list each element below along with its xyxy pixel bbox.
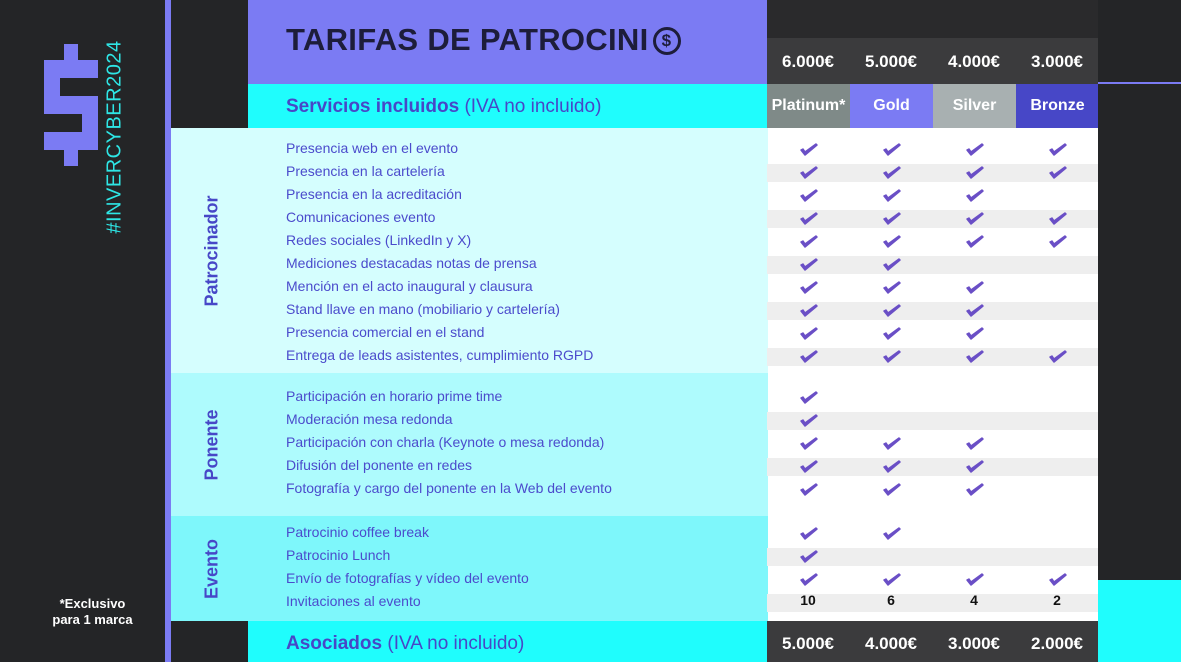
feature-label: Presencia en la acreditación	[286, 186, 462, 202]
feature-label: Presencia web en el evento	[286, 140, 458, 156]
tier-price: 5.000€	[865, 52, 917, 71]
check-icon	[799, 327, 819, 341]
invitation-count: 2	[1053, 592, 1061, 608]
check-icon	[882, 189, 902, 203]
check-icon	[1048, 212, 1068, 226]
check-icon	[965, 189, 985, 203]
check-icon	[882, 235, 902, 249]
check-icon	[799, 304, 819, 318]
feature-label: Fotografía y cargo del ponente en la Web del evento	[286, 480, 612, 496]
invitation-count: 6	[887, 592, 895, 608]
feature-label: Envío de fotografías y vídeo del evento	[286, 570, 529, 586]
check-icon	[1048, 166, 1068, 180]
check-icon	[1048, 573, 1068, 587]
section-evento	[171, 516, 768, 621]
check-icon	[882, 281, 902, 295]
check-icon	[882, 166, 902, 180]
right-panel-top	[1098, 0, 1181, 82]
tier-name: Silver	[933, 84, 1016, 128]
feature-label: Entrega de leads asistentes, cumplimiento RGPD	[286, 347, 594, 363]
section-label-evento: Evento	[201, 538, 222, 599]
check-icon	[1048, 350, 1068, 364]
price-header-top	[767, 0, 1098, 38]
feature-label: Patrocinio Lunch	[286, 547, 391, 563]
check-icon	[882, 350, 902, 364]
feature-label: Presencia comercial en el stand	[286, 324, 485, 340]
feature-label: Stand llave en mano (mobiliario y cartelería)	[286, 301, 560, 317]
check-icon	[799, 437, 819, 451]
check-icon	[965, 166, 985, 180]
exclusive-note	[20, 596, 165, 628]
section-label-patrocinador: Patrocinador	[201, 194, 222, 307]
section-label-ponente: Ponente	[201, 408, 222, 481]
feature-label: Participación en horario prime time	[286, 388, 503, 404]
check-icon	[882, 460, 902, 474]
check-icon	[882, 258, 902, 272]
tier-name: Platinum*	[767, 84, 850, 128]
check-icon	[882, 143, 902, 157]
check-icon	[965, 235, 985, 249]
check-icon	[882, 483, 902, 497]
check-icon	[965, 460, 985, 474]
check-icon	[882, 573, 902, 587]
feature-label: Moderación mesa redonda	[286, 411, 453, 427]
check-icon	[799, 483, 819, 497]
check-icon	[965, 437, 985, 451]
header-dark-block	[171, 0, 248, 128]
check-icon	[882, 304, 902, 318]
footer-dark-block	[171, 621, 248, 662]
check-icon	[965, 281, 985, 295]
check-icon	[965, 327, 985, 341]
feature-label: Comunicaciones evento	[286, 209, 436, 225]
check-icon	[965, 304, 985, 318]
page-title	[286, 22, 681, 58]
check-icon	[799, 460, 819, 474]
associate-price: 3.000€	[948, 634, 1000, 653]
associates-header	[286, 633, 524, 655]
associate-price: 4.000€	[865, 634, 917, 653]
feature-label: Difusión del ponente en redes	[286, 457, 473, 473]
invitation-count: 4	[970, 592, 978, 608]
check-icon	[799, 258, 819, 272]
right-panel-bottom	[1098, 580, 1181, 662]
feature-label: Mediciones destacadas notas de prensa	[286, 255, 537, 271]
associate-price: 2.000€	[1031, 634, 1083, 653]
associate-price: 5.000€	[782, 634, 834, 653]
check-icon	[799, 212, 819, 226]
check-icon	[965, 212, 985, 226]
check-icon	[882, 212, 902, 226]
check-icon	[799, 235, 819, 249]
check-icon	[965, 350, 985, 364]
check-icon	[799, 281, 819, 295]
check-icon	[965, 483, 985, 497]
tier-name: Gold	[850, 84, 933, 128]
check-icon	[882, 327, 902, 341]
dollar-icon	[38, 44, 104, 166]
dollar-coin-icon: $	[653, 27, 681, 55]
feature-label: Invitaciones al evento	[286, 593, 421, 609]
exclusive-note-line2: para 1 marca	[52, 612, 133, 627]
associates-header-bold: Asociados	[286, 633, 383, 654]
feature-label: Patrocinio coffee break	[286, 524, 429, 540]
check-icon	[799, 189, 819, 203]
tier-price: 3.000€	[1031, 52, 1083, 71]
check-icon	[799, 414, 819, 428]
exclusive-note-line1: *Exclusivo	[59, 596, 126, 611]
feature-label: Redes sociales (LinkedIn y X)	[286, 232, 472, 248]
check-icon	[882, 527, 902, 541]
tier-price: 4.000€	[948, 52, 1000, 71]
check-icon	[799, 573, 819, 587]
check-icon	[799, 350, 819, 364]
feature-label: Participación con charla (Keynote o mesa redonda)	[286, 434, 605, 450]
invitation-count: 10	[800, 592, 816, 608]
check-icon	[799, 166, 819, 180]
check-icon	[1048, 235, 1068, 249]
check-icon	[965, 573, 985, 587]
services-header	[286, 96, 601, 118]
feature-label: Mención en el acto inaugural y clausura	[286, 278, 533, 294]
check-icon	[799, 550, 819, 564]
right-panel	[1098, 84, 1181, 580]
check-icon	[799, 391, 819, 405]
check-icon	[882, 437, 902, 451]
associates-header-note: (IVA no incluido)	[382, 633, 525, 654]
page-title-text: TARIFAS DE PATROCINI	[286, 22, 649, 57]
tier-price: 6.000€	[782, 52, 834, 71]
event-hashtag: #INVERCYBER2024	[103, 40, 126, 234]
check-icon	[799, 527, 819, 541]
check-icon	[799, 143, 819, 157]
feature-label: Presencia en la cartelería	[286, 163, 445, 179]
tier-name: Bronze	[1016, 84, 1099, 128]
services-header-note: (IVA no incluido)	[459, 96, 602, 117]
services-header-bold: Servicios incluidos	[286, 96, 460, 117]
check-icon	[965, 143, 985, 157]
check-icon	[1048, 143, 1068, 157]
